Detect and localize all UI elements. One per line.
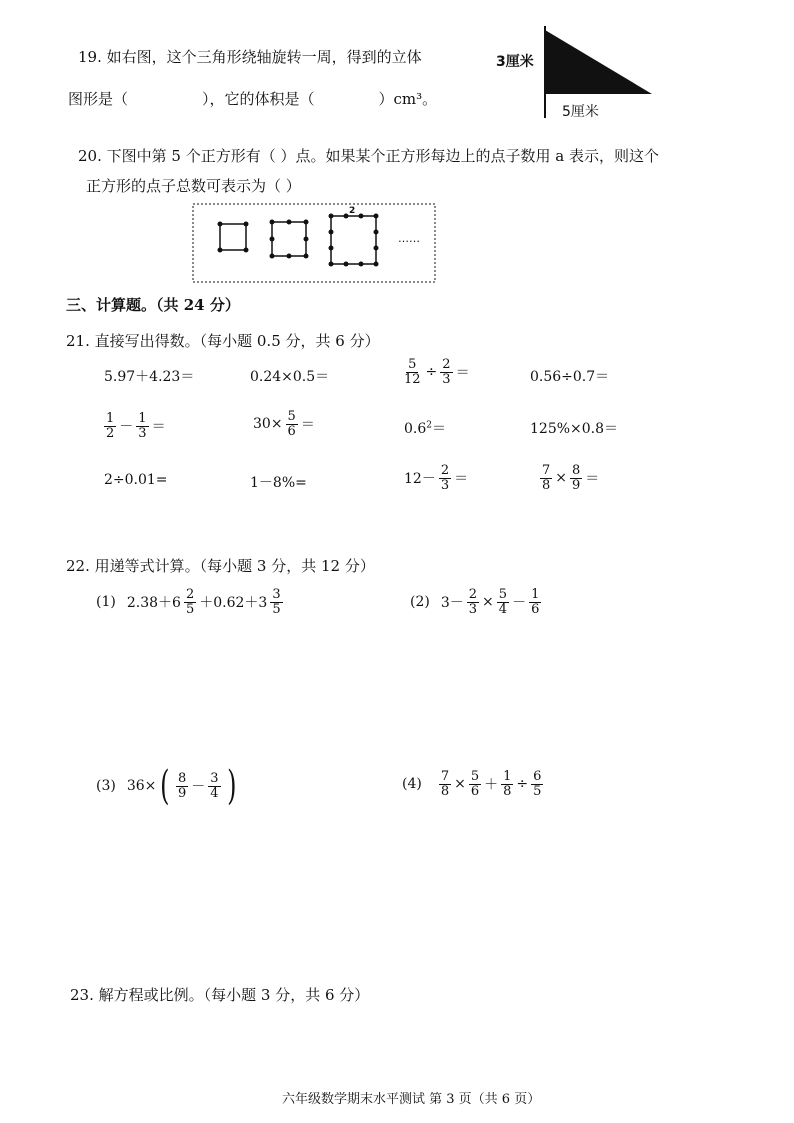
dot-square-3	[329, 214, 379, 267]
numerator: 6	[533, 769, 542, 784]
denominator: 4	[498, 601, 508, 617]
numerator: 1	[503, 769, 512, 784]
operator: ×	[454, 776, 466, 793]
denominator: 5	[533, 783, 542, 799]
q19-part-c: ）cm³。	[378, 90, 438, 108]
exponent: 2	[426, 420, 432, 431]
denominator: 3	[138, 425, 147, 441]
operator: ÷	[425, 364, 438, 381]
q21-item-11	[404, 464, 468, 492]
q21-item-9: 2÷0.01=	[104, 472, 168, 488]
expr-part: ＋0.62＋3	[199, 595, 268, 612]
q22-problem-4	[402, 770, 545, 798]
equals: ＝	[300, 417, 315, 434]
q21-item-12	[538, 462, 599, 492]
numerator: 1	[106, 411, 115, 426]
operator: －	[512, 595, 527, 612]
numerator: 1	[531, 587, 540, 602]
denominator: 2	[106, 425, 115, 441]
right-triangle	[545, 30, 652, 94]
q21-item-5	[102, 410, 166, 440]
q21-item-2: 0.24×0.5＝	[250, 369, 330, 385]
operator: ×	[482, 594, 494, 611]
denominator: 9	[178, 785, 187, 801]
numerator: 5	[498, 587, 508, 602]
problem-label: (4)	[402, 776, 422, 793]
numerator: 1	[138, 411, 147, 426]
denominator: 5	[185, 601, 195, 617]
q22-problem-3	[96, 763, 239, 809]
section-3-heading: 三、计算题。（共 24 分）	[66, 296, 240, 314]
prefix: 30×	[253, 416, 283, 433]
numerator: 5	[287, 409, 296, 424]
q19-part-b: ），它的体积是（	[202, 90, 315, 108]
right-paren: )	[226, 763, 237, 809]
problem-label: (3)	[96, 778, 116, 794]
numerator: 2	[440, 463, 450, 478]
prefix: 12－	[404, 471, 436, 488]
denominator: 9	[572, 477, 581, 493]
q20-dot-squares-figure	[192, 200, 438, 286]
square-3-label: 2	[349, 206, 356, 216]
denominator: 5	[272, 601, 281, 617]
q23-title: 23. 解方程或比例。（每小题 3 分，共 6 分）	[70, 986, 370, 1004]
q21-title: 21. 直接写出得数。（每小题 0.5 分，共 6 分）	[66, 332, 380, 350]
denominator: 8	[440, 783, 450, 799]
q21-item-7	[404, 418, 446, 438]
q19-line2	[68, 88, 437, 109]
operator: －	[191, 779, 206, 795]
operator: ＋	[484, 777, 499, 794]
q19-line1: 19. 如右图，这个三角形绕轴旋转一周，得到的立体	[78, 48, 422, 66]
numerator: 2	[468, 587, 478, 602]
q21-item-1: 5.97＋4.23＝	[104, 369, 195, 385]
denominator: 6	[287, 423, 296, 439]
denominator: 6	[531, 601, 540, 617]
operator: ×	[555, 470, 568, 487]
numerator: 8	[572, 463, 581, 478]
operator: ÷	[516, 776, 529, 793]
expr-part: 36×	[126, 778, 157, 794]
denominator: 12	[404, 371, 421, 387]
q19-part-a: 图形是（	[68, 90, 129, 108]
continuation-ellipsis: ……	[398, 232, 420, 245]
q22-problem-1	[96, 588, 285, 616]
expr-part: 2.38＋6	[126, 595, 181, 612]
q22-problem-2	[410, 588, 543, 616]
left-paren: (	[160, 763, 170, 809]
equals: ＝	[432, 421, 446, 437]
q21-item-4: 0.56÷0.7＝	[530, 369, 610, 385]
q22-title: 22. 用递等式计算。（每小题 3 分，共 12 分）	[66, 557, 375, 575]
denominator: 3	[442, 371, 451, 387]
problem-label: (2)	[410, 594, 430, 611]
numerator: 7	[542, 463, 551, 478]
q20-line2: 正方形的点子总数可表示为（ ）	[86, 177, 301, 195]
problem-label: (1)	[96, 594, 116, 611]
equals: ＝	[151, 419, 166, 436]
numerator: 2	[185, 587, 195, 602]
numerator: 7	[440, 769, 450, 784]
denominator: 8	[503, 783, 512, 799]
numerator: 5	[470, 769, 480, 784]
numerator: 5	[408, 357, 417, 372]
equals: ＝	[585, 471, 600, 488]
numerator: 3	[272, 587, 281, 602]
operator: －	[119, 419, 134, 436]
q21-item-10: 1－8%=	[250, 475, 307, 491]
numerator: 3	[210, 770, 219, 786]
base-label: 5厘米	[562, 104, 599, 120]
height-label: 3厘米	[496, 54, 534, 70]
numerator: 8	[178, 770, 187, 786]
denominator: 3	[440, 477, 450, 493]
denominator: 6	[470, 783, 480, 799]
q21-item-6	[253, 410, 315, 438]
page-footer: 六年级数学期末水平测试 第 3 页（共 6 页）	[282, 1092, 541, 1107]
q21-item-8: 125%×0.8＝	[530, 421, 619, 437]
q21-item-3	[400, 356, 470, 386]
expr-part: 3－	[440, 595, 464, 612]
dot-square-1	[218, 222, 249, 253]
numerator: 2	[442, 357, 451, 372]
denominator: 8	[542, 477, 551, 493]
base: 0.6	[404, 421, 427, 437]
equals: ＝	[455, 365, 470, 382]
dot-square-2	[270, 220, 309, 259]
q19-triangle-figure	[490, 22, 660, 122]
denominator: 4	[210, 785, 219, 801]
equals: ＝	[454, 471, 469, 488]
denominator: 3	[468, 601, 478, 617]
q20-line1: 20. 下图中第 5 个正方形有（ ）点。如果某个正方形每边上的点子数用 a 表示，则这个	[78, 147, 659, 165]
